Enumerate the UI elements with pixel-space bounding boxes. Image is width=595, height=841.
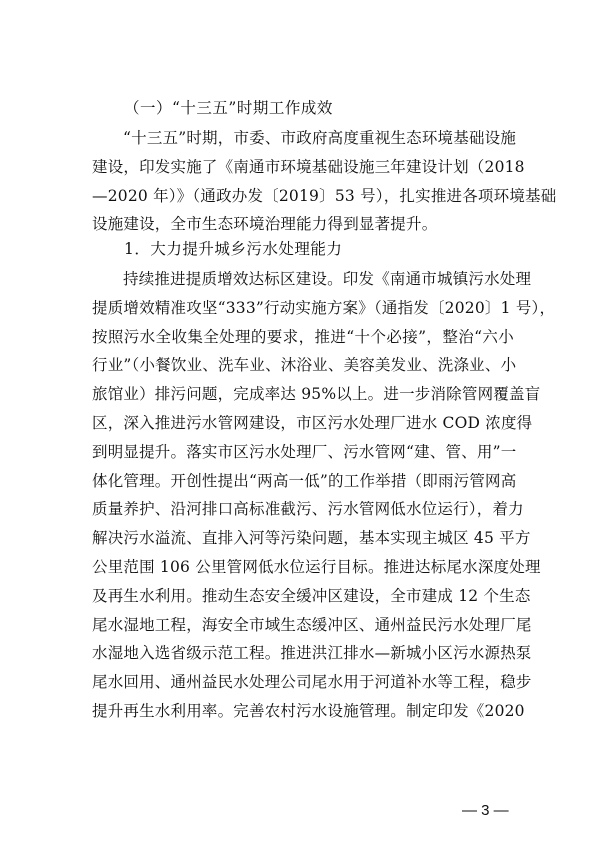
sub-heading: 1．大力提升城乡污水处理能力 [124,240,343,258]
paragraph-line: 旅馆业）排污问题，完成率达 95%以上。进一步消除管网覆盖盲 [92,385,541,404]
paragraph-line: 水湿地入选省级示范工程。推进洪江排水—新城小区污水源热泵 [92,644,532,663]
paragraph-line: “十三五”时期，市委、市政府高度重视生态环境基础设施 [123,129,517,147]
paragraph-line: 设施建设，全市生态环境治理能力得到显著提升。 [92,215,438,234]
paragraph-line: 尾水湿地工程，海安全市域生态缓冲区、通州益民污水处理厂尾 [92,615,532,634]
paragraph-line: 解决污水溢流、直排入河等污染问题，基本实现主城区 45 平方 [92,529,531,548]
paragraph-line: 提质增效精准攻坚“333”行动实施方案》（通指发〔2020〕1 号）， [92,298,556,317]
paragraph-line: —2020 年）》（通政办发〔2019〕53 号），扎实推进各项环境基础 [92,186,557,205]
section-heading: （一）“十三五”时期工作成效 [124,99,333,117]
paragraph-line: 公里范围 106 公里管网低水位运行目标。推进达标尾水深度处理 [92,557,541,576]
paragraph-line: 质量养护、沿河排口高标准截污、污水管网低水位运行），着力 [92,500,524,519]
page-number: — 3 — [462,802,509,819]
paragraph-line: 按照污水全收集全处理的要求，推进“十个必接”，整治“六小 [92,327,514,346]
paragraph-line: 提升再生水利用率。完善农村污水设施管理。制定印发《2020 [92,701,525,720]
paragraph-1 [92,124,557,239]
paragraph-line: 持续推进提质增效达标区建设。印发《南通市城镇污水处理 [123,270,532,288]
paragraph-2 [92,265,556,726]
paragraph-line: 体化管理。开创性提出“两高一低”的工作举措（即雨污管网高 [92,471,517,490]
paragraph-line: 及再生水利用。推动生态安全缓冲区建设，全市建成 12 个生态 [92,586,531,605]
paragraph-line: 到明显提升。落实市区污水处理厂、污水管网“建、管、用”一 [92,442,517,461]
paragraph-line: 行业”（小餐饮业、洗车业、沐浴业、美容美发业、洗涤业、小 [92,356,517,375]
paragraph-line: 尾水回用、通州益民水处理公司尾水用于河道补水等工程，稳步 [92,673,532,692]
paragraph-line: 区，深入推进污水管网建设，市区污水处理厂进水 COD 浓度得 [92,413,533,432]
paragraph-line: 建设，印发实施了《南通市环境基础设施三年建设计划（2018 [92,157,525,176]
